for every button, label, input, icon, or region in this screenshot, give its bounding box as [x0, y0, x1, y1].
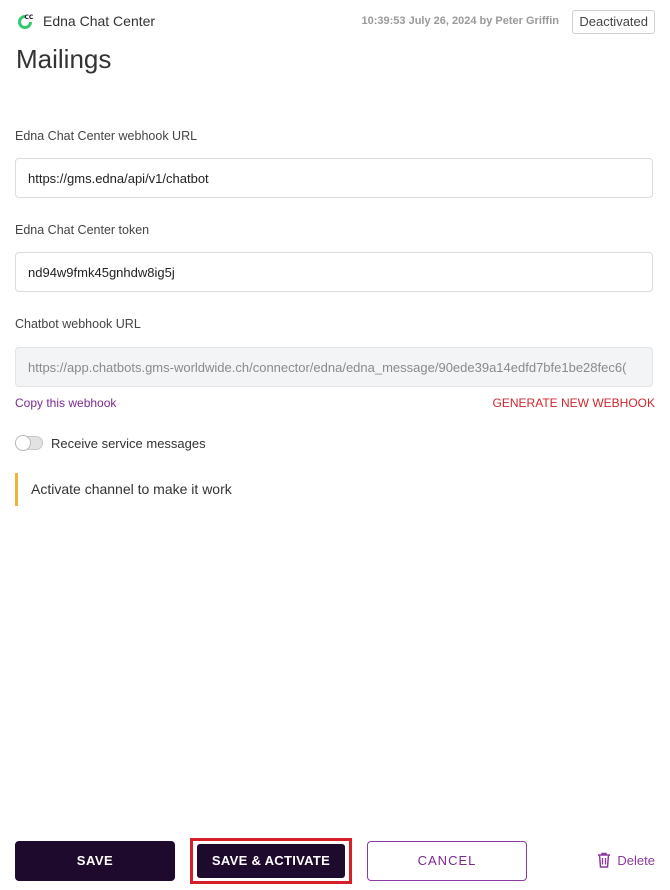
save-activate-button[interactable]: SAVE & ACTIVATE: [197, 844, 345, 878]
chatbot-webhook-input: [15, 347, 653, 387]
service-messages-toggle[interactable]: [15, 436, 43, 450]
last-modified: 10:39:53 July 26, 2024 by Peter Griffin: [361, 15, 559, 27]
delete-label: Delete: [617, 853, 655, 868]
notice-text: Activate channel to make it work: [31, 481, 232, 497]
page-title: Mailings: [16, 44, 112, 74]
trash-icon: [597, 852, 611, 868]
service-messages-label: Receive service messages: [51, 436, 206, 451]
token-label: Edna Chat Center token: [15, 223, 150, 237]
save-activate-highlight: [190, 838, 352, 884]
cancel-button[interactable]: CANCEL: [367, 841, 527, 881]
toggle-knob: [15, 435, 31, 451]
token-input[interactable]: [15, 252, 653, 292]
generate-webhook-link[interactable]: GENERATE NEW WEBHOOK: [492, 396, 655, 410]
app-name: Edna Chat Center: [43, 13, 156, 29]
svg-text:CC: CC: [24, 14, 34, 21]
activation-notice: [15, 473, 655, 506]
edna-logo-icon: [15, 12, 35, 32]
webhook-url-label: Edna Chat Center webhook URL: [15, 129, 198, 143]
save-button[interactable]: SAVE: [15, 841, 175, 881]
webhook-url-input[interactable]: [15, 158, 653, 198]
delete-button[interactable]: [597, 852, 655, 868]
copy-webhook-link[interactable]: Copy this webhook: [15, 396, 117, 410]
header: [15, 10, 655, 34]
chatbot-webhook-label: Chatbot webhook URL: [15, 317, 141, 331]
status-badge: Deactivated: [572, 10, 655, 34]
